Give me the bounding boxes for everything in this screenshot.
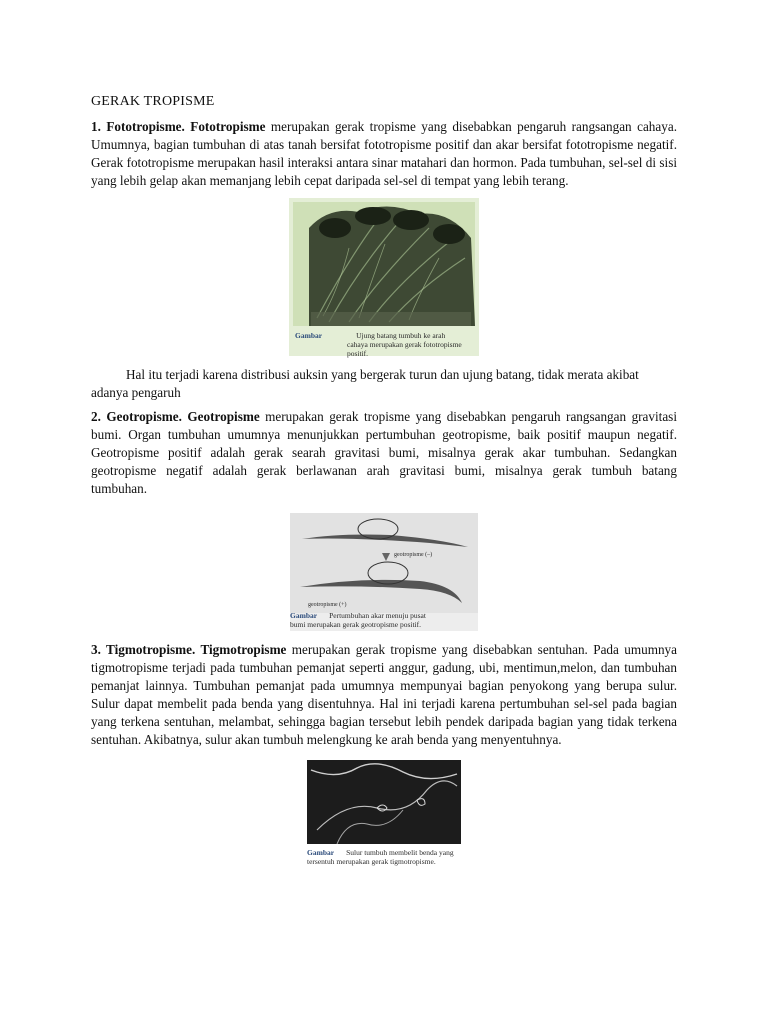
label-geotropisme-positive: geotropisme (+) [308, 602, 347, 608]
document-content [91, 94, 677, 866]
figure-caption [295, 331, 475, 358]
section-heading: 2. Geotropisme. Geotropisme [91, 409, 260, 424]
section-body: merupakan gerak tropisme yang disebabkan sentuhan. Pada umumnya tigmotropisme terjadi pada tumbuhan pemanjat seperti anggur, gadung, ubi, mentimun,melon, dan tumbuhan pemanjat lainnya. Tumbuhan pemanjat pada umumnya mempunyai bagian penyokong yang berupa sulur. Sulur dapat membelit pada benda yang disentuhnya. Hal ini terjadi karena pertumbuhan sel-sel pada bagian yang terkena sentuhan, melambat, sehingga bagian tersebut lebih pendek daripada bagian yang tidak terkena sentuhan. Akibatnya, sulur akan tumbuh melengkung ke arah benda yang menyentuhnya. [91, 642, 677, 747]
caption-line-2: cahaya merupakan gerak fototropisme positif. [347, 340, 462, 358]
figure-fototropisme [289, 198, 479, 356]
caption-line-2: bumi merupakan gerak geotropisme positif. [290, 620, 422, 629]
section-body: merupakan gerak tropisme yang disebabkan pengaruh rangsangan gravitasi bumi. Organ tumbuhan umumnya menunjukkan pertumbuhan geotropisme, baik positif maupun negatif. Geotropisme positif adalah gerak searah gravitasi bumi, misalnya gerak akar tumbuhan. Sedangkan geotropisme negatif adalah gerak berlawanan arah gravitasi bumi, misalnya gerak tumbuh batang [91, 409, 677, 478]
figure-label: Gambar [295, 331, 323, 340]
section-tigmotropisme [91, 641, 677, 749]
section-fototropisme [91, 118, 677, 190]
page-title: GERAK TROPISME [91, 94, 215, 109]
section-body: merupakan gerak tropisme yang disebabkan pengaruh rangsangan cahaya. Umumnya, bagian tumbuhan di atas tanah bersifat fototropisme positif dan akar bersifat fototropisme negatif. Gerak fototropisme merupakan hasil interaksi antara sinar matahari dan hormon. Pada tumbuhan, sel-sel di sisi yang lebih gelap akan memanjang lebih cepat daripada sel-sel di tempat yang lebih terang. [91, 119, 677, 188]
section-geotropisme-last-line: tumbuhan. [91, 481, 148, 496]
figure-caption [290, 611, 478, 629]
section-heading: 1. Fototropisme. Fototropisme [91, 119, 266, 134]
figure-tigmotropisme [307, 760, 461, 866]
label-geotropisme-negative: geotropisme (–) [394, 552, 433, 558]
section-fototropisme-note: Hal itu terjadi karena distribusi auksin yang bergerak turun dan ujung batang, tidak merata akibat adanya pengaruh [91, 367, 639, 400]
figure-caption [307, 848, 467, 866]
figure-label: Gambar [290, 611, 318, 620]
figure-label: Gambar [307, 848, 335, 857]
caption-line-1: Ujung batang tumbuh ke arah [356, 331, 446, 340]
caption-line-1: Sulur tumbuh membelit benda yang [346, 848, 454, 857]
tendril-photo [307, 760, 461, 844]
section-geotropisme [91, 408, 677, 480]
figure-geotropisme [290, 513, 478, 631]
caption-line-1: Pertumbuhan akar menuju pusat [329, 611, 426, 620]
section-heading: 3. Tigmotropisme. Tigmotropisme [91, 642, 287, 657]
caption-line-2: tersentuh merupakan gerak tigmotropisme. [307, 857, 436, 866]
